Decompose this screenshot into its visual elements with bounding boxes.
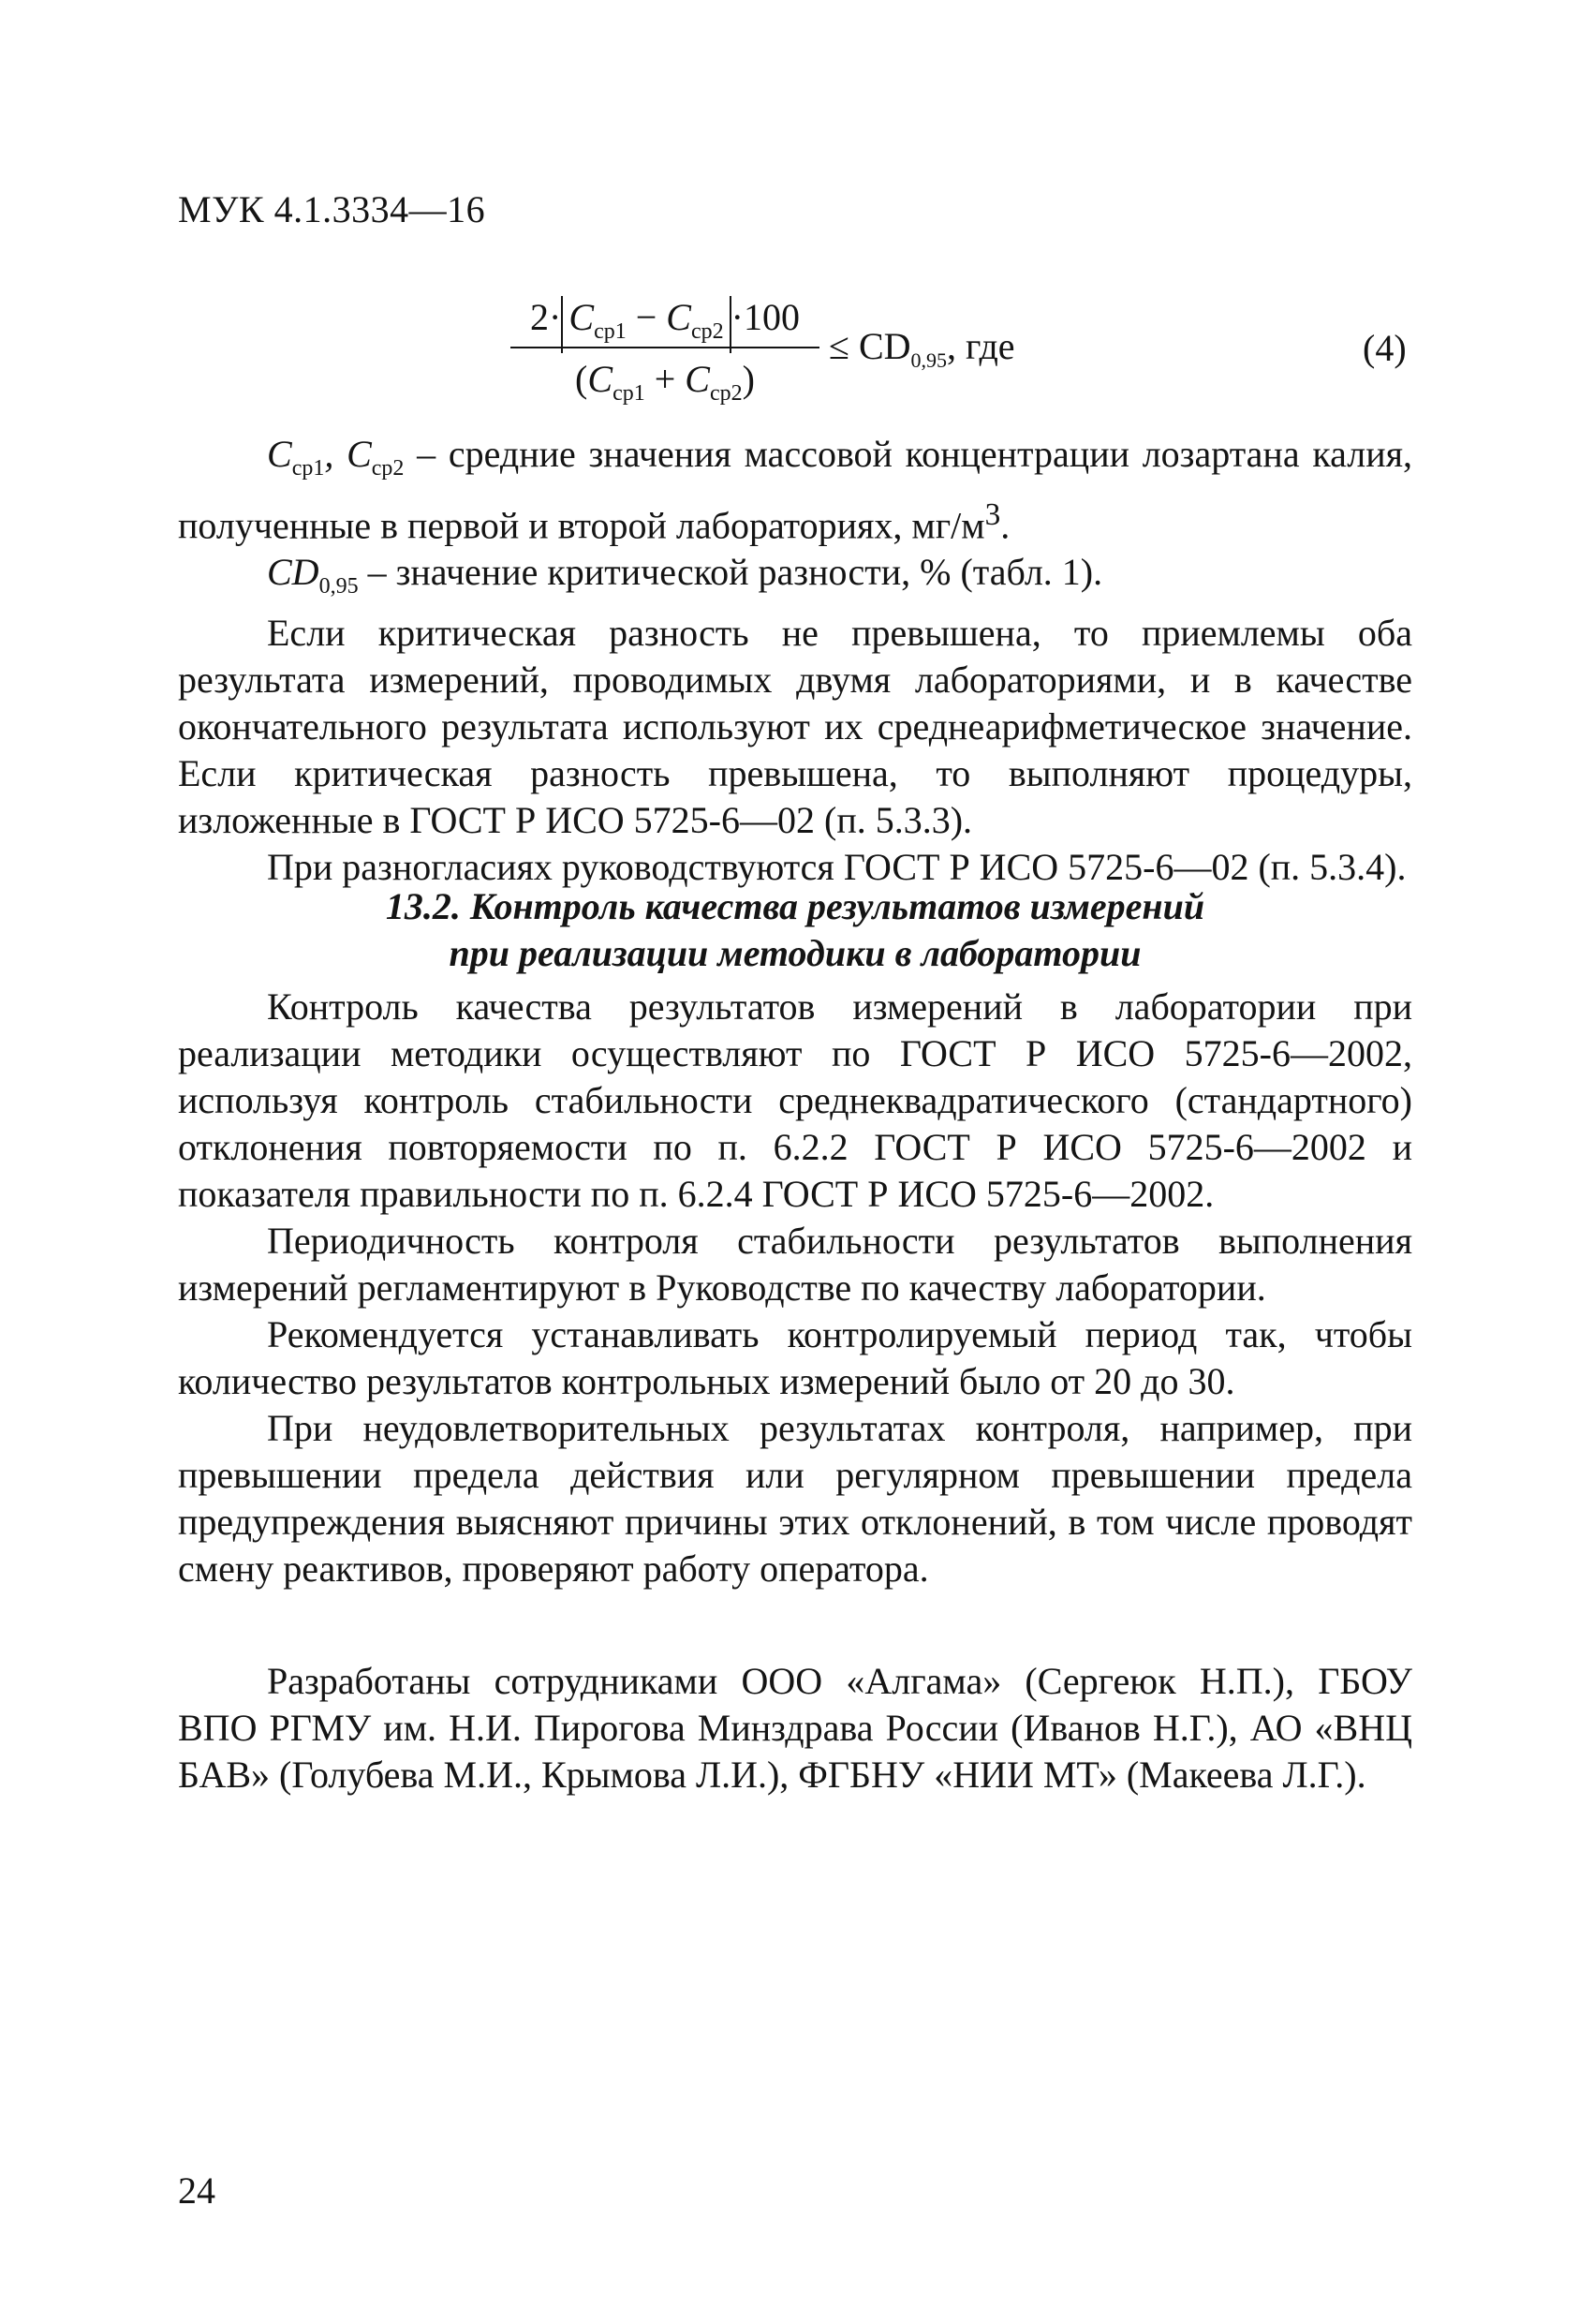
definitions-and-acceptance-text — [178, 431, 1412, 891]
formula-c1-sub: ср1 — [594, 319, 627, 344]
paragraph-critical-difference: Если критическая разность не превышена, то приемлемы оба результата измерений, проводимых двумя лабораториями, и в качестве окончательного результата используют их среднеарифметическое значение. Если критическая разность превышена, то выполняют процедуры, изложенные в ГОСТ Р ИСО 5725-6—02 (п. 5.3.3). — [178, 612, 1412, 842]
formula-times-100: ·100 — [731, 296, 800, 338]
formula-den-c1-sub: ср1 — [613, 381, 645, 406]
formula-where: , где — [947, 325, 1015, 367]
formula-numerator — [510, 290, 819, 345]
def-symbol-cd-sub: 0,95 — [318, 574, 359, 600]
def-symbol-c1-sub: ср1 — [291, 456, 325, 481]
formula-den-c2-sub: ср2 — [709, 381, 743, 406]
page-number: 24 — [178, 2169, 215, 2212]
formula-den-c1: C — [587, 358, 613, 400]
def-text-cavg: – средние значения массовой концентрации лозартана калия, полученные в первой и второй лабораториях, мг/м — [178, 433, 1413, 547]
def-text-cd: – значение критической разности, % (табл. 1). — [358, 551, 1103, 594]
formula-c1: C — [568, 296, 595, 338]
def-symbol-c2: C — [347, 433, 372, 475]
paragraph-unsatisfactory-results: При неудовлетворительных результатах контроля, например, при превышении предела действия или регулярном превышении предела предупреждения выясняют причины этих отклонений, в том числе проводят смену реактивов, проверяют работу оператора. — [178, 1407, 1412, 1590]
def-symbol-c1: C — [267, 433, 292, 475]
formula-coefficient: 2· — [530, 296, 562, 338]
formula-den-c2: C — [685, 358, 710, 400]
formula-c2: C — [666, 296, 691, 338]
formula-denominator — [510, 352, 819, 407]
paragraph-periodicity: Периодичность контроля стабильности результатов выполнения измерений регламентируют в Руководстве по качеству лаборатории. — [178, 1220, 1412, 1309]
formula-minus: − — [626, 296, 667, 338]
section-heading-line-1: 13.2. Контроль качества результатов измерений — [385, 885, 1205, 927]
formula-right-side — [829, 324, 1015, 373]
formula-cd-sub: 0,95 — [910, 348, 948, 372]
formula-c2-sub: ср2 — [690, 319, 724, 344]
formula-absolute-value — [561, 296, 731, 353]
equation-number: (4) — [1363, 327, 1407, 369]
formula-den-open: ( — [575, 358, 588, 400]
section-heading — [178, 883, 1412, 977]
paragraph-disagreements: При разногласиях руководствуются ГОСТ Р ИСО 5725-6—02 (п. 5.3.4). — [267, 846, 1407, 889]
formula-4 — [510, 290, 1110, 431]
definition-cavg — [178, 431, 1412, 549]
credits-text: Разработаны сотрудниками ООО «Алгама» (Сергеюк Н.П.), ГБОУ ВПО РГМУ им. Н.И. Пирогова Минздрава России (Иванов Н.Г.), АО «ВНЦ БАВ» (Голубева М.И., Крымова Л.И.), ФГБНУ «НИИ МТ» (Макеева Л.Г.). — [178, 1660, 1412, 1796]
credits-block — [178, 1658, 1412, 1799]
definition-cd — [178, 549, 1412, 610]
paragraph-period-recommendation: Рекомендуется устанавливать контролируемый период так, чтобы количество результатов контрольных измерений было от 20 до 30. — [178, 1313, 1412, 1402]
def-symbol-cd: CD — [267, 551, 319, 594]
formula-fraction — [510, 290, 819, 407]
document-code: МУК 4.1.3334—16 — [178, 188, 486, 230]
formula-leq-cd: ≤ CD — [829, 325, 911, 367]
formula-den-close: ) — [742, 358, 755, 400]
formula-plus: + — [644, 358, 686, 400]
paragraph-quality-control: Контроль качества результатов измерений в лаборатории при реализации методики осуществляют по ГОСТ Р ИСО 5725-6—2002, используя контроль стабильности среднеквадратического (стандартного) отклонения повторяемости по п. 6.2.2 ГОСТ Р ИСО 5725-6—2002 и показателя правильности по п. 6.2.4 ГОСТ Р ИСО 5725-6—2002. — [178, 985, 1412, 1215]
def-symbol-c2-sub: ср2 — [371, 456, 405, 481]
def-end: . — [1000, 504, 1011, 547]
def-separator: , — [324, 433, 347, 475]
section-body — [178, 984, 1412, 1592]
section-heading-line-2: при реализации методики в лаборатории — [449, 932, 1142, 974]
def-unit-sup: 3 — [984, 497, 1001, 532]
